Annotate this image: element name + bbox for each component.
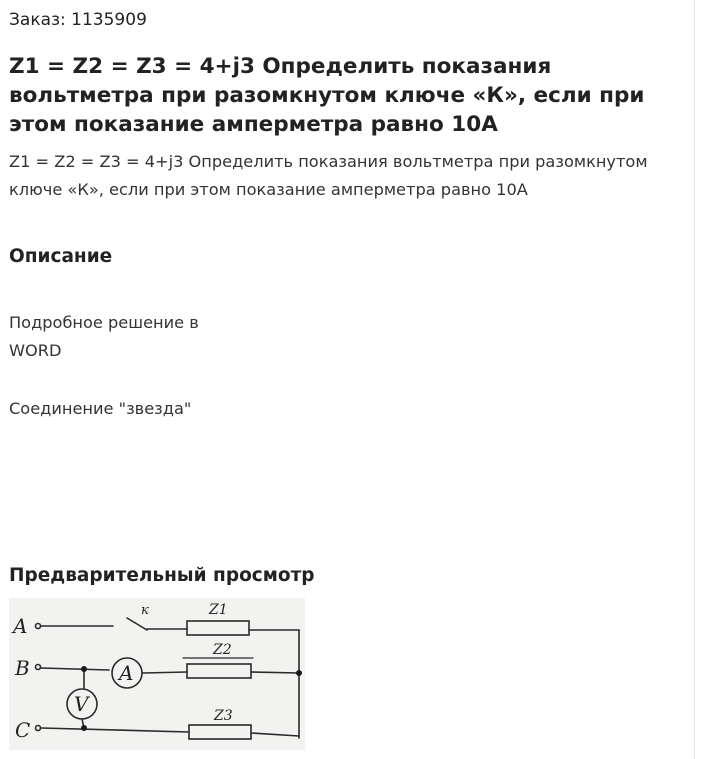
ammeter-label: A: [119, 661, 134, 685]
description-line-1: Подробное решение в: [9, 313, 199, 332]
label-z1: Z1: [209, 602, 228, 618]
terminal-b: [36, 665, 41, 670]
circuit-diagram: [9, 598, 305, 750]
terminal-a: [36, 624, 41, 629]
description-line-3: Соединение "звезда": [9, 399, 192, 418]
switch-k: [127, 618, 147, 630]
page-divider: [694, 0, 695, 759]
wire-c-right: [251, 733, 299, 736]
impedance-z3: [189, 725, 251, 739]
label-a: A: [13, 614, 28, 638]
wire-b-left: [41, 668, 109, 670]
label-c: C: [15, 718, 31, 742]
circuit-preview-image[interactable]: [9, 598, 305, 750]
order-number: Заказ: 1135909: [9, 10, 147, 30]
page-title: Z1 = Z2 = Z3 = 4+j3 Определить показания вольтметра при разомкнутом ключе «К», если при этом показание амперметра равно 10А: [9, 54, 645, 137]
description-heading: Описание: [9, 246, 113, 267]
junction-c: [81, 725, 87, 731]
wire-b-mid: [143, 672, 187, 673]
wire-b-right: [251, 672, 299, 673]
task-summary: Z1 = Z2 = Z3 = 4+j3 Определить показания вольтметра при разомкнутом ключе «К», если при этом показание амперметра равно 10А: [9, 152, 648, 199]
preview-heading: Предварительный просмотр: [9, 565, 315, 586]
wire-c-left: [41, 728, 189, 732]
label-k: к: [141, 603, 149, 618]
voltmeter-label: V: [74, 692, 89, 716]
label-b: B: [15, 656, 30, 680]
impedance-z2: [187, 664, 251, 678]
label-z2: Z2: [213, 642, 232, 658]
junction-neutral: [296, 670, 302, 676]
terminal-c: [36, 726, 41, 731]
impedance-z1: [187, 621, 249, 635]
label-z3: Z3: [214, 708, 233, 724]
junction-b: [81, 666, 87, 672]
description-line-2: WORD: [9, 341, 62, 360]
